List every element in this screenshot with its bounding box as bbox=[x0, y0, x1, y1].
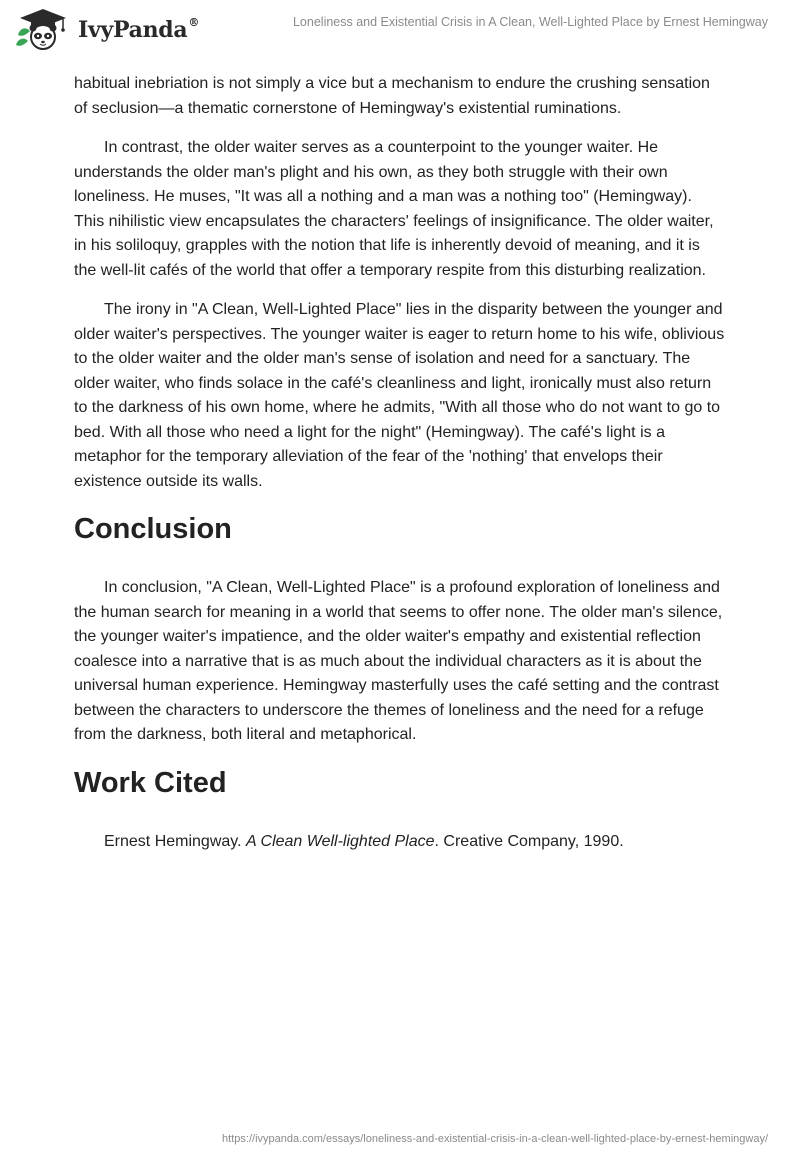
citation-publisher: . Creative Company, 1990. bbox=[434, 832, 624, 850]
source-url[interactable]: https://ivypanda.com/essays/loneliness-and-existential-crisis-in-a-clean-well-lighted-place-by-ernest-hemingway/ bbox=[222, 1133, 768, 1145]
citation bbox=[74, 830, 726, 855]
paragraph: habitual inebriation is not simply a vice but a mechanism to endure the crushing sensation of seclusion—a thematic cornerstone of Hemingway's existential ruminations. bbox=[74, 75, 710, 117]
logo-wordmark: IvyPanda® bbox=[78, 15, 200, 43]
section-heading-work-cited: Work Cited bbox=[74, 766, 227, 799]
paragraph: In conclusion, "A Clean, Well-Lighted Place" is a profound exploration of loneliness and the human search for meaning in a world that seems to offer none. The older man's silence, the younger waiter's impatience, and the older waiter's empathy and existential reflection coalesce into a narrative that is as much about the individual characters as it is about the universal human experience. Hemingway masterfully uses the café setting and the contrast between the characters to underscore the themes of loneliness and the need for a refuge from the darkness, both literal and metaphorical. bbox=[74, 579, 723, 743]
ivypanda-logo[interactable] bbox=[14, 7, 199, 51]
page-header bbox=[0, 0, 800, 60]
citation-author: Ernest Hemingway. bbox=[104, 832, 246, 850]
citation-title: A Clean Well-lighted Place bbox=[245, 832, 435, 850]
section-heading-conclusion: Conclusion bbox=[74, 513, 232, 545]
panda-graduate-icon bbox=[14, 7, 72, 51]
paragraph: In contrast, the older waiter serves as a counterpoint to the younger waiter. He understands the older man's plight and his own, as they both struggle with their own loneliness. He muses, "It was all a nothing and a man was a nothing too" (Hemingway). This nihilistic view encapsulates the characters' feelings of insignificance. The older waiter, in his soliloquy, grapples with the notion that life is inherently devoid of meaning, and it is the well-lit cafés of the world that offer a temporary respite from this disturbing realization. bbox=[74, 139, 714, 279]
document-title: Loneliness and Existential Crisis in A Clean, Well-Lighted Place by Ernest Hemingway bbox=[292, 15, 768, 29]
essay-body bbox=[74, 72, 726, 869]
paragraph: The irony in "A Clean, Well-Lighted Place" lies in the disparity between the younger and older waiter's perspectives. The younger waiter is eager to return home to his wife, oblivious to the older waiter and the older man's sense of isolation and need for a sanctuary. The older waiter, who finds solace in the café's cleanliness and light, ironically must also return to the darkness of his own home, where he admits, "With all those who do not want to go to bed. With all those who need a light for the night" (Hemingway). The café's light is a metaphor for the temporary alleviation of the fear of the 'nothing' that envelops their existence outside its walls. bbox=[74, 301, 725, 490]
